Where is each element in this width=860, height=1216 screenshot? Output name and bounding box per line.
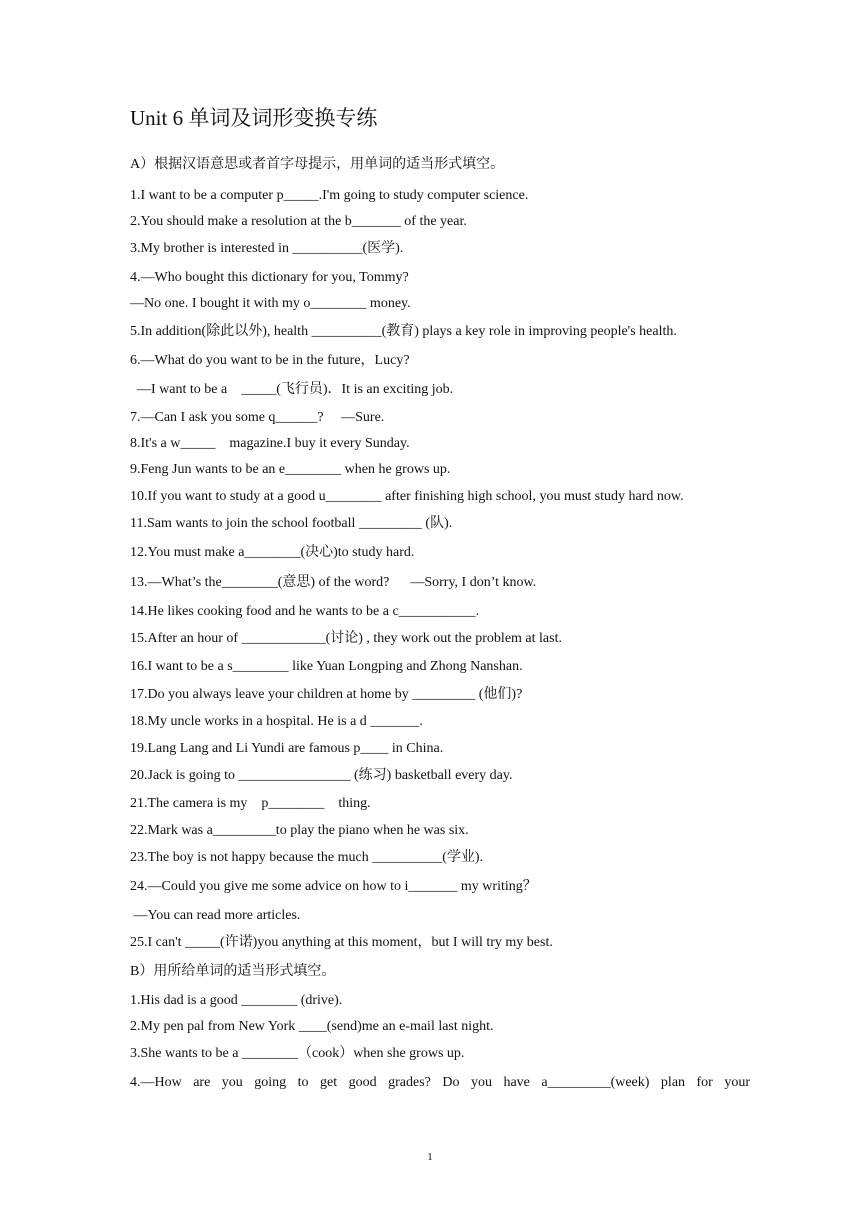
- question-line: 9.Feng Jun wants to be an e________ when he grows up.: [130, 462, 451, 477]
- question-line: 6.—What do you want to be in the future，Lucy?: [130, 353, 410, 368]
- question-line: 17.Do you always leave your children at home by _________ (他们)?: [130, 687, 523, 702]
- question-line: 1.I want to be a computer p_____.I'm going to study computer science.: [130, 188, 529, 203]
- question-line: 15.After an hour of ____________(讨论) , they work out the problem at last.: [130, 631, 562, 646]
- section-b-heading: B）用所给单词的适当形式填空。: [130, 964, 336, 979]
- question-line: 19.Lang Lang and Li Yundi are famous p____ in China.: [130, 741, 444, 756]
- question-line: 1.His dad is a good ________ (drive).: [130, 993, 343, 1008]
- question-line: 4.—How are you going to get good grades? Do you have a_________(week) plan for your: [130, 1075, 750, 1090]
- question-line: 8.It's a w_____ magazine.I buy it every Sunday.: [130, 436, 410, 451]
- question-line: 14.He likes cooking food and he wants to be a c___________.: [130, 604, 480, 619]
- question-line: —No one. I bought it with my o________ money.: [130, 296, 411, 311]
- question-line: 21.The camera is my p________ thing.: [130, 796, 371, 811]
- page-title: Unit 6 单词及词形变换专练: [130, 106, 378, 130]
- question-line: 11.Sam wants to join the school football _________ (队).: [130, 516, 453, 531]
- question-line: 25.I can't _____(许诺)you anything at this moment，but I will try my best.: [130, 935, 553, 950]
- question-line: 22.Mark was a_________to play the piano when he was six.: [130, 823, 469, 838]
- question-line: 5.In addition(除此以外), health __________(教育) plays a key role in improving people's health.: [130, 324, 677, 339]
- question-line: 3.My brother is interested in __________(医学).: [130, 241, 404, 256]
- question-line: 7.—Can I ask you some q______? —Sure.: [130, 410, 385, 425]
- question-line: 16.I want to be a s________ like Yuan Longping and Zhong Nanshan.: [130, 659, 523, 674]
- question-line: 10.If you want to study at a good u________ after finishing high school, you must study hard now.: [130, 489, 684, 504]
- question-line: 18.My uncle works in a hospital. He is a d _______.: [130, 714, 423, 729]
- question-line: 24.—Could you give me some advice on how to i_______ my writing？: [130, 879, 537, 894]
- question-line: 23.The boy is not happy because the much __________(学业).: [130, 850, 484, 865]
- question-line: 3.She wants to be a ________（cook）when she grows up.: [130, 1046, 465, 1061]
- question-line: 20.Jack is going to ________________ (练习) basketball every day.: [130, 768, 513, 783]
- question-line: 4.—Who bought this dictionary for you, Tommy?: [130, 270, 409, 285]
- question-line: —You can read more articles.: [130, 908, 301, 923]
- question-line: 2.You should make a resolution at the b_______ of the year.: [130, 214, 467, 229]
- page-number: 1: [427, 1151, 433, 1163]
- question-line: 12.You must make a________(决心)to study hard.: [130, 545, 415, 560]
- question-line: —I want to be a _____(飞行员)．It is an exciting job.: [130, 382, 454, 397]
- section-a-heading: A）根据汉语意思或者首字母提示，用单词的适当形式填空。: [130, 157, 505, 172]
- question-line: 13.—What’s the________(意思) of the word? —Sorry, I don’t know.: [130, 575, 537, 590]
- question-line: 2.My pen pal from New York ____(send)me an e-mail last night.: [130, 1019, 494, 1034]
